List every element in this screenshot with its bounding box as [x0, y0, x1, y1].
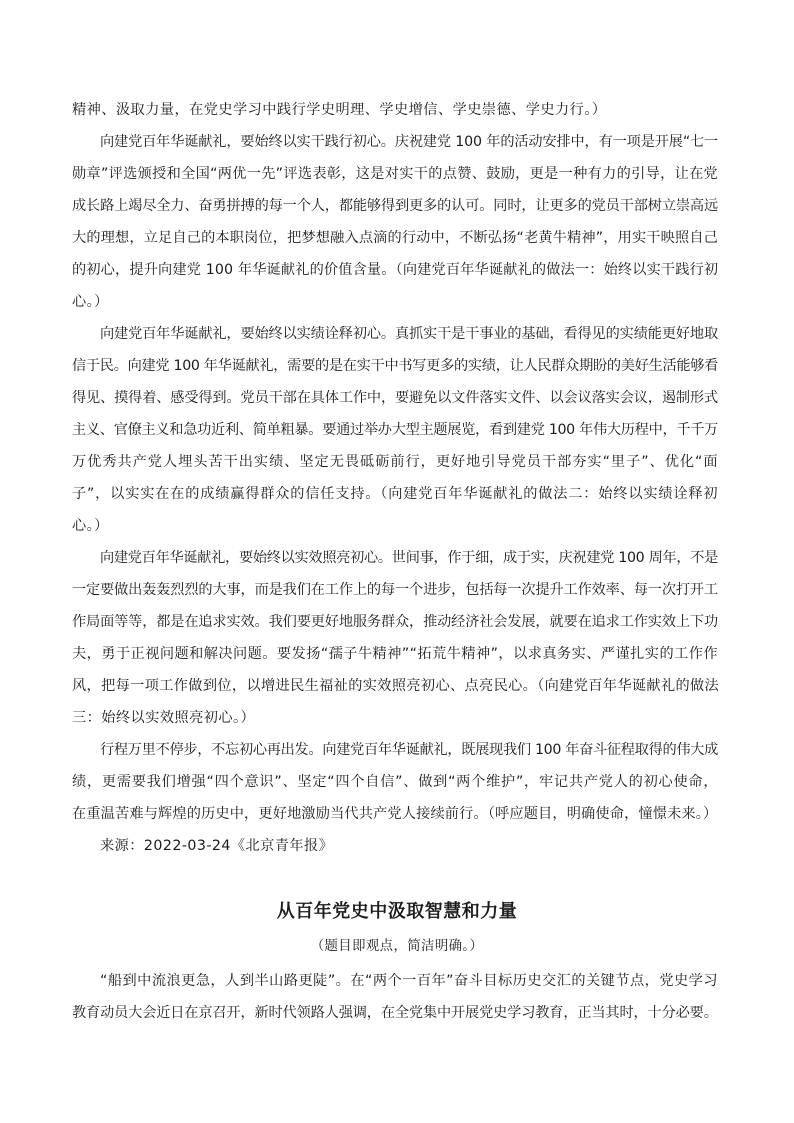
- paragraph-line: 精神、汲取力量，在党史学习中践行学史明理、学史增信、学史崇德、学史力行。）: [72, 102, 607, 118]
- paragraph-line: 心。）: [72, 518, 109, 534]
- paragraph-line: 向建党百年华诞献礼，要始终以实绩诠释初心。真抓实干是干事业的基础，看得见的实绩能更好地取: [100, 326, 718, 342]
- article-title: 从百年党史中汲取智慧和力量: [276, 901, 518, 922]
- paragraph-line: 主义、官僚主义和急功近利、简单粗暴。要通过举办大型主题展览，看到建党 100 年伟大历程中，千千万: [72, 422, 718, 438]
- paragraph-line: 万优秀共产党人埋头苦干出实绩、坚定无畏砥砺前行，更好地引导党员干部夯实“里子”、优化“面: [72, 454, 718, 470]
- paragraph-line: 行程万里不停步，不忘初心再出发。向建党百年华诞献礼，既展现我们 100 年奋斗征程取得的伟大成: [100, 742, 718, 758]
- article-title-note: （题目即观点，简洁明确。）: [310, 939, 484, 954]
- source-line: 来源：2022-03-24《北京青年报》: [100, 838, 334, 854]
- paragraph-line: 成长路上竭尽全力、奋勇拼搏的每一个人，都能够得到更多的认可。同时，让更多的党员干部树立崇高远: [72, 198, 718, 214]
- paragraph-line: 心。）: [72, 294, 109, 310]
- paragraph-line: 风，把每一项工作做到位，以增进民生福祉的实效照亮初心、点亮民心。（向建党百年华诞献礼的做法: [72, 678, 720, 694]
- paragraph-line: 绩，更需要我们增强“四个意识”、坚定“四个自信”、做到“两个维护”，牢记共产党人的初心使命，: [72, 774, 718, 790]
- paragraph-line: 三：始终以实效照亮初心。）: [72, 710, 256, 726]
- paragraph-line: 一定要做出轰轰烈烈的大事，而是我们在工作上的每一个进步，包括每一次提升工作效率、每一次打开工: [72, 582, 718, 598]
- paragraph-line: 在重温苦难与辉煌的历史中，更好地激励当代共产党人接续前行。（呼应题目，明确使命，憧憬未来。）: [72, 806, 718, 822]
- paragraph-line: 作局面等等，都是在追求实效。我们要更好地服务群众，推动经济社会发展，就要在追求工作实效上下功: [72, 614, 718, 630]
- paragraph-line: 子”，以实实在在的成绩赢得群众的信任支持。（向建党百年华诞献礼的做法二：始终以实绩诠释初: [72, 486, 718, 502]
- paragraph-line: 大的理想，立足自己的本职岗位，把梦想融入点滴的行动中，不断弘扬“老黄牛精神”，用实干映照自己: [72, 230, 718, 246]
- paragraph-line: 向建党百年华诞献礼，要始终以实干践行初心。庆祝建党 100 年的活动安排中，有一项是开展“七一: [100, 134, 719, 150]
- paragraph-line: 夫，勇于正视问题和解决问题。要发扬“孺子牛精神”“拓荒牛精神”，以求真务实、严谨扎实的工作作: [72, 646, 718, 662]
- paragraph-line: 信于民。向建党 100 年华诞献礼，需要的是在实干中书写更多的实绩，让人民群众期盼的美好生活能够看: [72, 358, 718, 374]
- paragraph-line: 向建党百年华诞献礼，要始终以实效照亮初心。世间事，作于细，成于实，庆祝建党 100 周年，不是: [100, 550, 718, 566]
- paragraph-line: 教育动员大会近日在京召开，新时代领路人强调，在全党集中开展党史学习教育，正当其时，十分必要。: [72, 1005, 718, 1021]
- paragraph-line: “船到中流浪更急，人到半山路更陡”。在“两个一百年”奋斗目标历史交汇的关键节点，党史学习: [100, 973, 718, 989]
- paragraph-line: 的初心，提升向建党 100 年华诞献礼的价值含量。（向建党百年华诞献礼的做法一：始终以实干践行初: [72, 262, 719, 278]
- paragraph-line: 得见、摸得着、感受得到。党员干部在具体工作中，要避免以文件落实文件、以会议落实会议，遏制形式: [72, 390, 718, 406]
- paragraph-line: 勋章”评选颁授和全国“两优一先”评选表彰，这是对实干的点赞、鼓励，更是一种有力的引导，让在党: [72, 166, 718, 182]
